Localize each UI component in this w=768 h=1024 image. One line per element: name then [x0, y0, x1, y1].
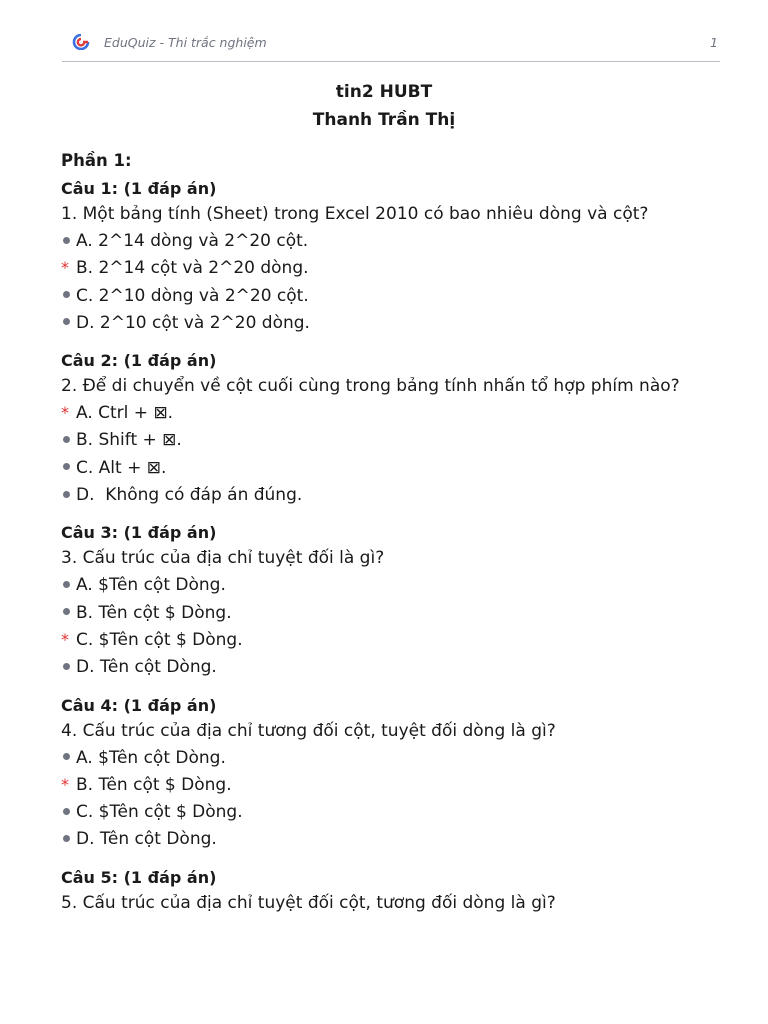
question-block	[61, 864, 731, 914]
bullet-icon	[63, 291, 70, 298]
bullet-icon	[63, 491, 70, 498]
bullet-icon	[63, 581, 70, 588]
bullet-icon	[63, 318, 70, 325]
brand-name: EduQuiz - Thi trắc nghiệm	[104, 35, 267, 50]
answer-text: A. 2^14 dòng và 2^20 cột.	[76, 231, 309, 251]
answer-option	[61, 228, 731, 255]
bullet-icon	[63, 237, 70, 244]
question-text: 3. Cấu trúc của địa chỉ tuyệt đối là gì?	[61, 548, 385, 569]
question-block	[61, 519, 731, 681]
bullet-icon	[63, 663, 70, 670]
part-heading: Phần 1:	[61, 151, 132, 170]
bullet-icon	[63, 608, 70, 615]
question-heading: Câu 5: (1 đáp án)	[61, 867, 217, 887]
answer-option	[61, 799, 731, 826]
answer-text: C. 2^10 dòng và 2^20 cột.	[76, 285, 309, 306]
document-author: Thanh Trần Thị	[312, 110, 456, 130]
answer-option	[61, 310, 731, 337]
answer-text: C. $Tên cột $ Dòng.	[76, 802, 243, 823]
answer-option	[61, 400, 731, 427]
question-text: 5. Cấu trúc của địa chỉ tuyệt đối cột, tương đối dòng là gì?	[61, 892, 556, 913]
answer-text: C. $Tên cột $ Dòng.	[76, 629, 243, 650]
correct-answer-marker-icon: *	[61, 403, 69, 423]
answer-option	[61, 826, 731, 853]
correct-answer-marker-icon: *	[61, 258, 69, 278]
answer-text: D. Tên cột Dòng.	[76, 829, 217, 850]
question-heading: Câu 4: (1 đáp án)	[61, 695, 217, 715]
question-text: 1. Một bảng tính (Sheet) trong Excel 2010 có bao nhiêu dòng và cột?	[61, 204, 649, 224]
document-title: tin2 HUBT	[335, 82, 433, 102]
answer-text: B. 2^14 cột và 2^20 dòng.	[76, 258, 309, 279]
answer-option	[61, 455, 731, 482]
answer-text: D. Không có đáp án đúng.	[76, 485, 303, 506]
answer-text: B. Shift + ⊠.	[76, 430, 182, 451]
answer-option	[61, 772, 731, 799]
bullet-icon	[63, 808, 70, 815]
answer-text: C. Alt + ⊠.	[76, 457, 167, 478]
page-number: 1	[710, 35, 718, 50]
correct-answer-marker-icon: *	[61, 774, 69, 794]
answer-text: B. Tên cột $ Dòng.	[76, 602, 232, 623]
answer-option	[61, 427, 731, 454]
question-text: 4. Cấu trúc của địa chỉ tương đối cột, tuyệt đối dòng là gì?	[61, 720, 556, 741]
quiz-content	[61, 148, 731, 924]
question-text: 2. Để di chuyển về cột cuối cùng trong bảng tính nhấn tổ hợp phím nào?	[61, 376, 680, 397]
answer-option	[61, 572, 731, 599]
eduquiz-logo-icon	[72, 34, 90, 50]
bullet-icon	[63, 753, 70, 760]
bullet-icon	[63, 463, 70, 470]
answer-text: B. Tên cột $ Dòng.	[76, 774, 232, 795]
bullet-icon	[63, 436, 70, 443]
answer-option	[61, 654, 731, 681]
answer-text: A. Ctrl + ⊠.	[76, 403, 174, 424]
question-block	[61, 692, 731, 854]
correct-answer-marker-icon: *	[61, 629, 69, 649]
answer-text: A. $Tên cột Dòng.	[76, 575, 226, 596]
answer-text: D. 2^10 cột và 2^20 dòng.	[76, 312, 310, 333]
page-header	[62, 28, 720, 62]
answer-text: D. Tên cột Dòng.	[76, 657, 217, 678]
answer-text: A. $Tên cột Dòng.	[76, 747, 226, 768]
bullet-icon	[63, 835, 70, 842]
answer-option	[61, 600, 731, 627]
answer-option	[61, 283, 731, 310]
question-heading: Câu 1: (1 đáp án)	[61, 179, 217, 198]
answer-option	[61, 255, 731, 282]
answer-option	[61, 627, 731, 654]
question-block	[61, 347, 731, 509]
question-block	[61, 175, 731, 337]
answer-option	[61, 482, 731, 509]
question-heading: Câu 3: (1 đáp án)	[61, 523, 217, 543]
document-title-block	[0, 78, 768, 134]
answer-option	[61, 745, 731, 772]
question-heading: Câu 2: (1 đáp án)	[61, 351, 217, 371]
